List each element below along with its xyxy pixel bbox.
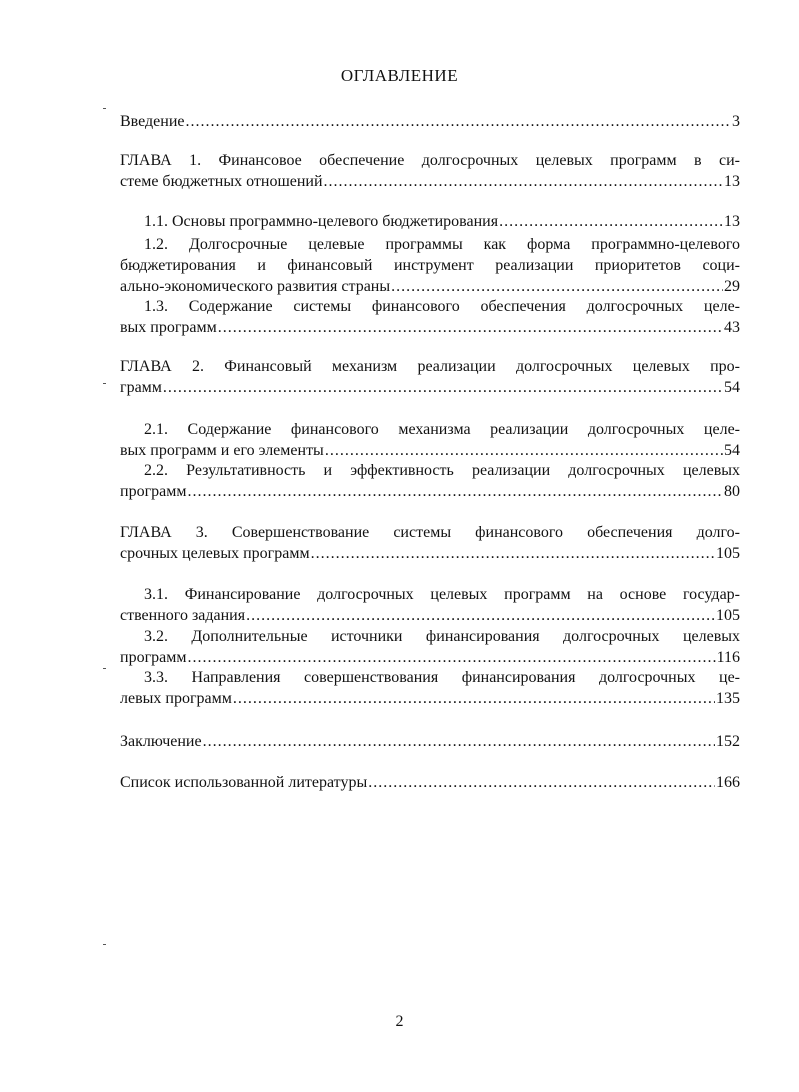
toc-entry-section-3-3[interactable] <box>120 667 740 709</box>
leader-dots <box>325 440 723 461</box>
toc-entry-last-line <box>120 481 740 502</box>
leader-dots <box>246 605 715 626</box>
toc-entry-line: 3.1. Финансирование долгосрочных целевых программ на основе государ- <box>144 586 740 603</box>
toc-page-number: 80 <box>724 483 740 500</box>
leader-dots <box>203 731 715 752</box>
leader-dots <box>233 688 715 709</box>
toc-entry-line: 1.3. Содержание системы финансового обеспечения долгосрочных целе- <box>144 298 740 315</box>
toc-entry-section-1-3[interactable] <box>120 296 740 338</box>
toc-page-number: 3 <box>732 113 740 130</box>
toc-entry-section-2-2[interactable] <box>120 460 740 502</box>
toc-page-number: 43 <box>724 319 740 336</box>
toc-entry-last-line <box>120 171 740 192</box>
leader-dots <box>187 481 723 502</box>
toc-entry-last-line <box>120 317 740 338</box>
toc-entry-last-line <box>120 731 740 752</box>
toc-entry-title: ственного задания <box>120 607 246 624</box>
toc-entry-line: ГЛАВА 3. Совершенствование системы финансового обеспечения долго- <box>120 524 740 541</box>
toc-entry-last-line <box>120 543 740 564</box>
toc-entry-title: грамм <box>120 379 162 396</box>
leader-dots <box>163 377 723 398</box>
toc-entry-line: 2.1. Содержание финансового механизма реализации долгосрочных целе- <box>144 421 740 438</box>
toc-entry-introduction[interactable] <box>120 111 740 132</box>
toc-page-number: 13 <box>724 213 740 230</box>
toc-entry-title: ально-экономического развития страны <box>120 278 391 295</box>
toc-page-number: 116 <box>716 649 740 666</box>
leader-dots <box>391 276 723 297</box>
toc-entry-line: 3.3. Направления совершенствования финансирования долгосрочных це- <box>144 669 740 686</box>
toc-entry-title: левых программ <box>120 690 232 707</box>
toc-entry-last-line <box>120 111 740 132</box>
toc-entry-line: 2.2. Результативность и эффективность реализации долгосрочных целевых <box>144 462 740 479</box>
toc-entry-line: 1.2. Долгосрочные целевые программы как форма программно-целевого <box>144 236 740 253</box>
leader-dots <box>368 772 715 793</box>
toc-entry-title: Список использованной литературы <box>120 774 368 791</box>
toc-entry-section-3-2[interactable] <box>120 626 740 668</box>
leader-dots <box>218 317 723 338</box>
toc-entry-title: вых программ и его элементы <box>120 442 324 459</box>
toc-entry-bibliography[interactable] <box>120 772 740 793</box>
toc-page-number: 152 <box>716 733 740 750</box>
toc-entry-last-line <box>120 377 740 398</box>
toc-entry-last-line <box>120 772 740 793</box>
scan-speck <box>103 944 106 945</box>
scan-speck <box>103 668 106 669</box>
toc-entry-line: ГЛАВА 1. Финансовое обеспечение долгосрочных целевых программ в си- <box>120 152 740 169</box>
toc-entry-conclusion[interactable] <box>120 731 740 752</box>
leader-dots <box>324 171 723 192</box>
scan-speck <box>103 108 106 109</box>
toc-entry-title: стеме бюджетных отношений <box>120 173 323 190</box>
toc-entry-last-line <box>120 211 740 232</box>
toc-entry-section-1-1[interactable] <box>120 211 740 232</box>
toc-entry-line: 3.2. Дополнительные источники финансирования долгосрочных целевых <box>144 628 740 645</box>
toc-entry-chapter-2[interactable] <box>120 356 740 398</box>
toc-page-number: 105 <box>716 607 740 624</box>
toc-entry-section-1-2[interactable] <box>120 234 740 297</box>
toc-title: ОГЛАВЛЕНИЕ <box>340 66 459 85</box>
leader-dots <box>186 111 732 132</box>
leader-dots <box>311 543 715 564</box>
toc-page-number: 29 <box>724 278 740 295</box>
toc-entry-chapter-3[interactable] <box>120 522 740 564</box>
toc-entry-section-3-1[interactable] <box>120 584 740 626</box>
toc-entry-last-line <box>120 440 740 461</box>
toc-page-number: 13 <box>724 173 740 190</box>
leader-dots <box>499 211 723 232</box>
toc-page-number: 54 <box>724 442 740 459</box>
toc-entry-last-line <box>120 647 740 668</box>
toc-page-number: 54 <box>724 379 740 396</box>
toc-entry-title: Введение <box>120 113 185 130</box>
toc-entry-last-line <box>120 688 740 709</box>
toc-entry-title: 1.1. Основы программно-целевого бюджетирования <box>144 213 499 230</box>
toc-entry-title: программ <box>120 649 187 666</box>
toc-entry-section-2-1[interactable] <box>120 419 740 461</box>
toc-entry-line: бюджетирования и финансовый инструмент реализации приоритетов соци- <box>120 257 740 274</box>
toc-entry-title: срочных целевых программ <box>120 545 310 562</box>
toc-page-number: 105 <box>716 545 740 562</box>
toc-entry-chapter-1[interactable] <box>120 150 740 192</box>
toc-entry-last-line <box>120 605 740 626</box>
toc-entry-title: Заключение <box>120 733 202 750</box>
toc-page-number: 135 <box>716 690 740 707</box>
toc-entry-last-line <box>120 276 740 297</box>
page-number: 2 <box>395 1013 404 1030</box>
toc-entry-line: ГЛАВА 2. Финансовый механизм реализации долгосрочных целевых про- <box>120 358 740 375</box>
toc-entry-title: программ <box>120 483 187 500</box>
leader-dots <box>187 647 715 668</box>
toc-page-number: 166 <box>716 774 740 791</box>
toc-entry-title: вых программ <box>120 319 217 336</box>
scan-speck <box>103 383 106 384</box>
